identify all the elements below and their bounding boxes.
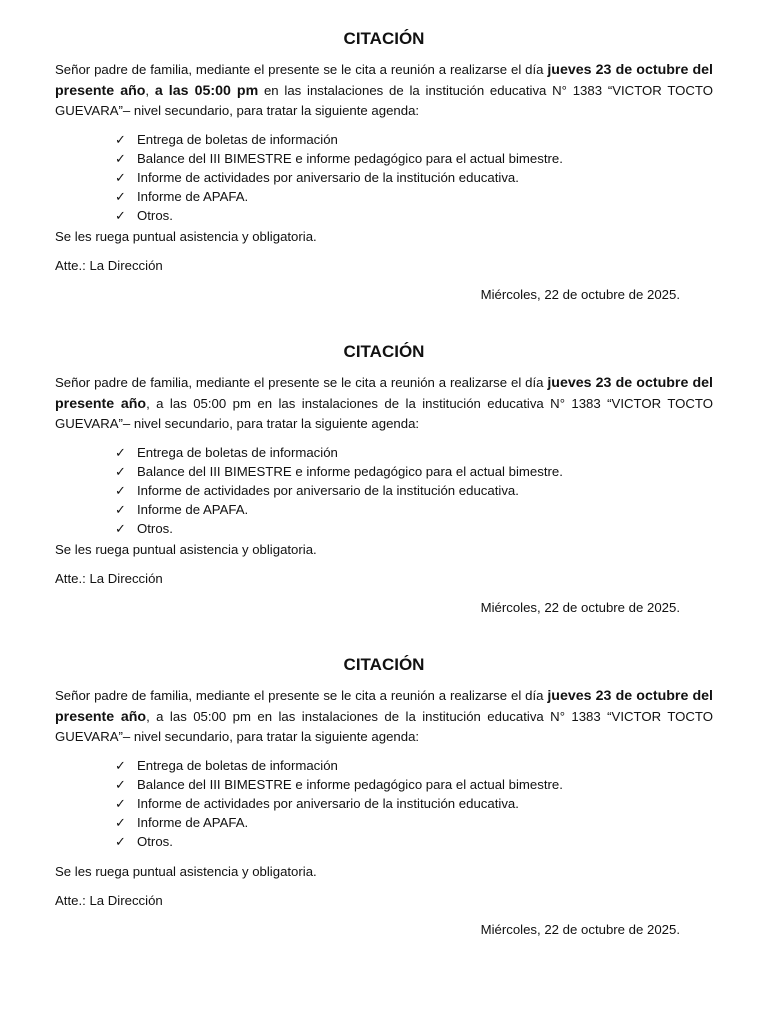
signature: Atte.: La Dirección: [55, 892, 163, 908]
agenda-item: ✓ Entrega de boletas de información: [112, 443, 713, 462]
signature: Atte.: La Dirección: [55, 257, 163, 273]
check-icon: ✓: [115, 795, 126, 811]
check-icon: ✓: [115, 815, 126, 831]
citation-title: CITACIÓN: [343, 342, 425, 361]
check-icon: ✓: [115, 189, 126, 205]
agenda-item: ✓ Informe de actividades por aniversario de la institución educativa.: [112, 481, 713, 500]
attendance-request: Se les ruega puntual asistencia y obligatoria.: [55, 228, 317, 244]
intro-text: Señor padre de familia, mediante el presente se le cita a reunión a realizarse el día: [55, 688, 548, 703]
intro-text-rest: , a las 05:00 pm en las instalaciones de la institución educativa N° 1383 “VICTOR TOCTO GUEVARA”– nivel secundario, para tratar la siguiente agenda:: [55, 708, 713, 744]
agenda-item: ✓ Balance del III BIMESTRE e informe pedagógico para el actual bimestre.: [112, 775, 713, 794]
agenda-item: ✓ Balance del III BIMESTRE e informe pedagógico para el actual bimestre.: [112, 462, 713, 481]
issue-date: Miércoles, 22 de octubre de 2025.: [480, 286, 680, 302]
citation-title: CITACIÓN: [343, 29, 425, 48]
citation-2: [55, 341, 713, 617]
intro-text: Señor padre de familia, mediante el presente se le cita a reunión a realizarse el día: [55, 62, 548, 77]
agenda-item: ✓ Otros.: [112, 832, 713, 851]
agenda-item: ✓ Balance del III BIMESTRE e informe pedagógico para el actual bimestre.: [112, 149, 713, 168]
agenda-item: ✓ Informe de APAFA.: [112, 813, 713, 832]
agenda-item: ✓ Entrega de boletas de información: [112, 756, 713, 775]
meeting-time: a las 05:00 pm: [154, 82, 259, 99]
meeting-date: jueves 23 de octubre del presente año: [55, 375, 713, 412]
check-icon: ✓: [115, 150, 126, 166]
agenda-item: ✓ Entrega de boletas de información: [112, 130, 713, 149]
citation-title: CITACIÓN: [343, 655, 425, 674]
agenda-list: [55, 130, 713, 226]
check-icon: ✓: [115, 834, 126, 850]
meeting-date: jueves 23 de octubre del presente año: [55, 688, 713, 725]
citation-1: [55, 28, 713, 304]
agenda-item: ✓ Otros.: [112, 519, 713, 538]
agenda-item: ✓ Informe de APAFA.: [112, 500, 713, 519]
check-icon: ✓: [115, 131, 126, 147]
check-icon: ✓: [115, 169, 126, 185]
check-icon: ✓: [115, 208, 126, 224]
check-icon: ✓: [115, 502, 126, 518]
intro-separator: ,: [145, 82, 155, 98]
signature: Atte.: La Dirección: [55, 570, 163, 586]
issue-date: Miércoles, 22 de octubre de 2025.: [480, 599, 680, 615]
issue-date: Miércoles, 22 de octubre de 2025.: [480, 921, 680, 937]
citation-intro: [55, 373, 713, 434]
intro-text: Señor padre de familia, mediante el presente se le cita a reunión a realizarse el día: [55, 375, 548, 390]
agenda-list: [55, 443, 713, 539]
check-icon: ✓: [115, 463, 126, 479]
check-icon: ✓: [115, 757, 126, 773]
attendance-request: Se les ruega puntual asistencia y obligatoria.: [55, 863, 317, 879]
meeting-date: jueves 23 de octubre del presente año: [55, 62, 713, 99]
intro-text-rest: en las instalaciones de la institución educativa N° 1383 “VICTOR TOCTO GUEVARA”– nivel secundario, para tratar la siguiente agenda:: [55, 82, 713, 118]
agenda-item: ✓ Informe de APAFA.: [112, 187, 713, 206]
check-icon: ✓: [115, 444, 126, 460]
check-icon: ✓: [115, 521, 126, 537]
check-icon: ✓: [115, 776, 126, 792]
citation-3: [55, 654, 713, 939]
intro-text-rest: , a las 05:00 pm en las instalaciones de la institución educativa N° 1383 “VICTOR TOCTO GUEVARA”– nivel secundario, para tratar la siguiente agenda:: [55, 395, 713, 431]
agenda-item: ✓ Informe de actividades por aniversario de la institución educativa.: [112, 794, 713, 813]
agenda-item: ✓ Informe de actividades por aniversario de la institución educativa.: [112, 168, 713, 187]
check-icon: ✓: [115, 482, 126, 498]
citation-intro: [55, 60, 713, 121]
agenda-item: ✓ Otros.: [112, 206, 713, 225]
attendance-request: Se les ruega puntual asistencia y obligatoria.: [55, 541, 317, 557]
agenda-list: [55, 756, 713, 852]
citation-intro: [55, 686, 713, 747]
